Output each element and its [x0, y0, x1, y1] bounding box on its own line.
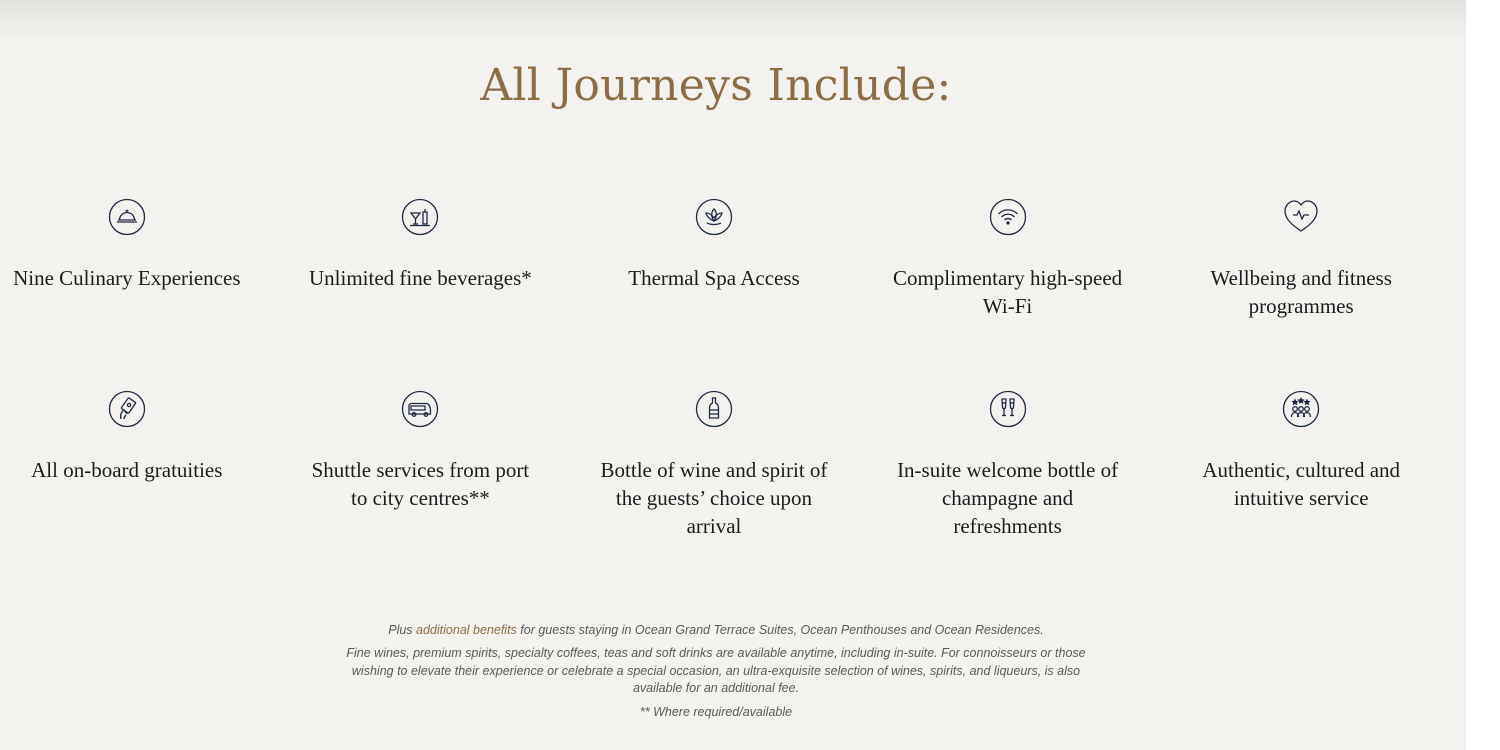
service-stars-icon: [1282, 390, 1320, 428]
hand-money-icon: [108, 390, 146, 428]
feature-label: In-suite welcome bottle of champagne and refreshments: [897, 458, 1119, 538]
feature-beverages: [254, 198, 588, 390]
additional-benefits-link[interactable]: additional benefits: [416, 623, 517, 637]
feature-label: All on-board gratuities: [31, 458, 223, 482]
feature-wellbeing: [1134, 198, 1466, 390]
feature-service: [1134, 390, 1466, 582]
feature-label: Authentic, cultured and intuitive service: [1202, 458, 1401, 510]
feature-label: Complimentary high-speed Wi-Fi: [892, 266, 1123, 318]
feature-wifi: [841, 198, 1175, 390]
shuttle-bus-icon: [401, 390, 439, 428]
feature-culinary: [0, 198, 294, 390]
feature-label: Nine Culinary Experiences: [13, 266, 241, 290]
scroll-gutter: [1466, 0, 1500, 750]
feature-label: Bottle of wine and spirit of the guests’ choice upon arrival: [600, 458, 828, 538]
wifi-icon: [989, 198, 1027, 236]
bottle-icon: [695, 390, 733, 428]
benefits-prefix: Plus: [388, 623, 417, 637]
features-grid: [0, 198, 1466, 582]
champagne-glasses-icon: [989, 390, 1027, 428]
section-heading: All Journeys Include:: [480, 60, 952, 111]
benefits-note: [388, 620, 1044, 640]
benefits-suffix: for guests staying in Ocean Grand Terrace Suites, Ocean Penthouses and Ocean Residences.: [516, 623, 1044, 637]
lotus-icon: [695, 198, 733, 236]
feature-label: Unlimited fine beverages*: [309, 266, 532, 290]
feature-champagne: [841, 390, 1175, 582]
cocktail-icon: [401, 198, 439, 236]
availability-note: ** Where required/available: [639, 704, 793, 719]
cloche-icon: [108, 198, 146, 236]
feature-label: Wellbeing and fitness programmes: [1210, 266, 1392, 318]
feature-spa: [547, 198, 881, 390]
heart-pulse-icon: [1282, 198, 1320, 236]
feature-shuttle: [254, 390, 588, 582]
header-shadow: [0, 0, 1466, 40]
footnotes: [0, 620, 1432, 721]
feature-gratuities: [0, 390, 294, 582]
feature-wine-spirit: [547, 390, 881, 582]
beverages-note: Fine wines, premium spirits, specialty coffees, teas and soft drinks are available anytime, including in-suite. For connoisseurs or those wishing to elevate their experience or celebrate a special occasion, an ultra-exquisite selection of wines, spirits, and liqueurs, is also available for an additional fee.: [346, 646, 1086, 695]
feature-label: Shuttle services from port to city centres**: [311, 458, 530, 510]
feature-label: Thermal Spa Access: [628, 266, 800, 290]
